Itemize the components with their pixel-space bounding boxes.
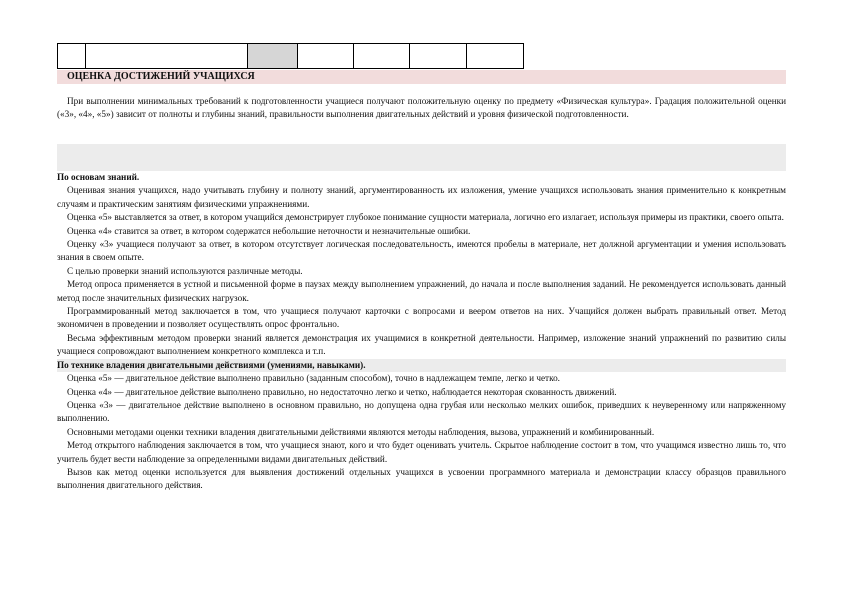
header-grid-table [57, 43, 524, 69]
grid-cell [58, 44, 86, 69]
technique-paragraph: Оценка «3» — двигательное действие выполнено в основном правильно, но допущена одна грубая или несколько мелких ошибок, приведших к неуверенному или напряженному выполнению. [57, 399, 786, 424]
grid-cell-shaded [248, 44, 298, 69]
technique-paragraph: Основными методами оценки техники владения двигательными действиями являются методы наблюдения, вызова, упражнений и комбинированный. [67, 426, 655, 437]
grid-cell [298, 44, 354, 69]
knowledge-paragraph: Программированный метод заключается в том, что учащиеся получают карточки с вопросами и веером ответов на них. Учащийся должен выбрать правильный ответ. Метод экономичен в проведении и позволяет осуществлять опрос фронтально. [57, 306, 786, 330]
technique-paragraph: Оценка «4» — двигательное действие выполнено правильно, но недостаточно легко и четко, наблюдается некоторая скованность движений. [67, 386, 617, 397]
knowledge-paragraph: С целью проверки знаний используются различные методы. [67, 265, 303, 276]
knowledge-heading: По основам знаний. [57, 172, 140, 182]
grid-cell [410, 44, 467, 69]
intro-block [57, 95, 786, 120]
technique-paragraph: Метод открытого наблюдения заключается в том, что учащиеся знают, кого и что будет оценивать учитель. Скрытое наблюдение состоит в том, что учащимся известно лишь то, что учитель будет вести наблюдение за определенными видами двигательных действий. [57, 440, 786, 464]
knowledge-paragraph: Оценка «4» ставится за ответ, в котором содержатся небольшие неточности и незначительные ошибки. [67, 225, 471, 236]
knowledge-paragraph: Весьма эффективным методом проверки знаний является демонстрация их учащимися в конкретной деятельности. Например, изложение знаний упражнений по развитию силы учащиеся сопровождают выполнением конкретного комплекса и т.п. [57, 332, 786, 357]
knowledge-paragraph: Оценивая знания учащихся, надо учитывать глубину и полноту знаний, аргументированность их изложения, умение учащихся использовать знания применительно к конкретным случаям и практическим занятиям физическими упражнениями. [57, 185, 786, 209]
technique-paragraph: Вызов как метод оценки используется для выявления достижений отдельных учащихся в усвоении программного материала и демонстрации классу образцов правильного выполнения двигательного действия. [57, 466, 786, 491]
technique-heading: По технике владения двигательными действиями (умениями, навыками). [57, 359, 786, 372]
knowledge-paragraph: Оценку «3» учащиеся получают за ответ, в котором отсутствует логическая последовательность, имеются пробелы в материале, нет должной аргументации и умения использовать знания в своем опыте. [57, 239, 786, 263]
knowledge-paragraph: Метод опроса применяется в устной и письменной форме в паузах между выполнением упражнений, до начала и после выполнения заданий. Не рекомендуется использовать данный метод после значительных физических нагрузок. [57, 279, 786, 303]
section-title: ОЦЕНКА ДОСТИЖЕНИЙ УЧАЩИХСЯ [57, 70, 786, 84]
grid-cell [467, 44, 524, 69]
knowledge-paragraph: Оценка «5» выставляется за ответ, в котором учащийся демонстрирует глубокое понимание сущности материала, логично его излагает, используя примеры из практики, своего опыта. [67, 212, 784, 223]
technique-paragraph: Оценка «5» — двигательное действие выполнено правильно (заданным способом), точно в надлежащем темпе, легко и четко. [67, 373, 560, 384]
grid-cell [354, 44, 410, 69]
body-text [57, 171, 786, 493]
intro-paragraph: При выполнении минимальных требований к подготовленности учащиеся получают положительную оценку по предмету «Физическая культура». Градация положительной оценки («3», «4», «5») зависит от полноты и глубины знаний, правильности выполнения двигательных действий и уровня физической подготовленности. [57, 96, 786, 119]
header-grid-row [58, 44, 524, 69]
grid-cell [86, 44, 248, 69]
gray-band [57, 144, 786, 171]
